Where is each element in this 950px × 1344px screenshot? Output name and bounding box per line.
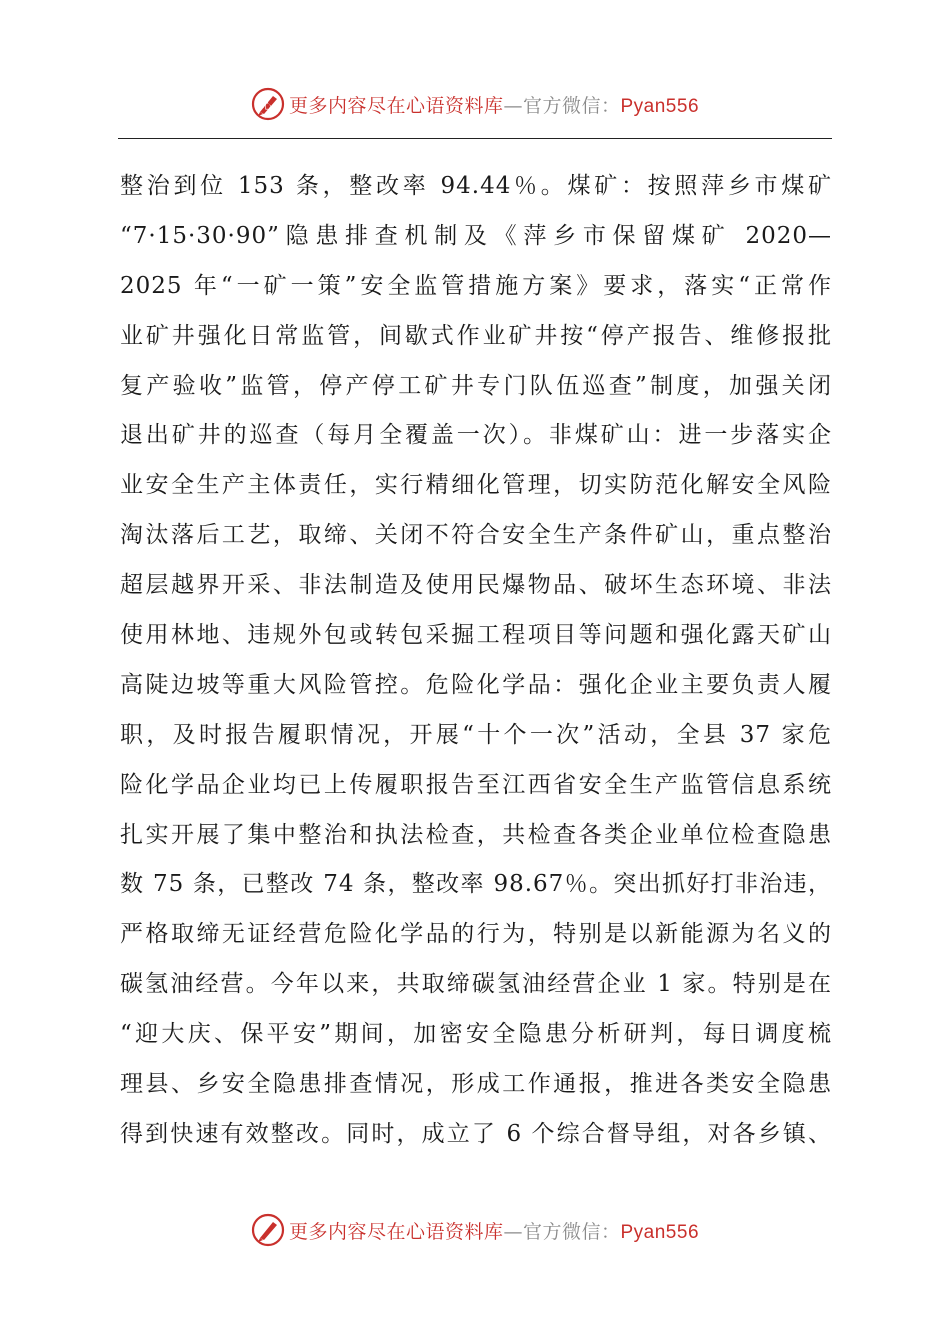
pen-logo-icon (251, 1213, 285, 1247)
header-divider (118, 138, 832, 139)
text-line: 碳氢油经营。今年以来，共取缔碳氢油经营企业 1 家。特别是在 (120, 971, 832, 998)
footer-watermark-text: 更多内容尽在心语资料库—官方微信：Pyan556 (288, 1220, 700, 1243)
text-line: 使用林地、违规外包或转包采掘工程项目等问题和强化露天矿山 (120, 622, 832, 649)
text-line: 数 75 条，已整改 74 条，整改率 98.67％。突出抓好打非治违， (120, 871, 832, 898)
footer-watermark (0, 1210, 950, 1250)
text-line: 退出矿井的巡查（每月全覆盖一次）。非煤矿山：进一步落实企 (120, 422, 832, 449)
text-line: 严格取缔无证经营危险化学品的行为，特别是以新能源为名义的 (120, 921, 832, 948)
document-body (120, 162, 832, 1160)
text-line: “迎大庆、保平安”期间，加密安全隐患分析研判，每日调度梳 (120, 1021, 832, 1048)
text-line: 业矿井强化日常监管，间歇式作业矿井按“停产报告、维修报批 (120, 322, 832, 349)
text-line: 复产验收”监管，停产停工矿井专门队伍巡查”制度，加强关闭 (120, 372, 832, 399)
text-line: 得到快速有效整改。同时，成立了 6 个综合督导组，对各乡镇、 (120, 1120, 832, 1147)
header-watermark (0, 84, 950, 124)
text-line: 理县、乡安全隐患排查情况，形成工作通报，推进各类安全隐患 (120, 1071, 832, 1098)
pen-logo-icon (251, 87, 285, 121)
text-line: 扎实开展了集中整治和执法检查，共检查各类企业单位检查隐患 (120, 821, 832, 848)
text-line: 超层越界开采、非法制造及使用民爆物品、破坏生态环境、非法 (120, 572, 832, 599)
text-line: 职，及时报告履职情况，开展“十个一次”活动，全县 37 家危 (120, 721, 832, 748)
text-line: 险化学品企业均已上传履职报告至江西省安全生产监管信息系统 (120, 771, 832, 798)
text-line: “7·15·30·90”隐患排查机制及《萍乡市保留煤矿 2020— (120, 222, 832, 249)
text-line: 业安全生产主体责任，实行精细化管理，切实防范化解安全风险 (120, 472, 832, 499)
header-watermark-text: 更多内容尽在心语资料库—官方微信：Pyan556 (288, 94, 700, 117)
text-line: 整治到位 153 条，整改率 94.44％。煤矿：按照萍乡市煤矿 (120, 173, 832, 199)
text-line: 淘汰落后工艺，取缔、关闭不符合安全生产条件矿山，重点整治 (120, 522, 832, 549)
text-line: 高陡边坡等重大风险管控。危险化学品：强化企业主要负责人履 (120, 671, 832, 698)
svg-text:心: 心 (262, 102, 272, 112)
text-line: 2025 年“一矿一策”安全监管措施方案》要求，落实“正常作 (120, 272, 832, 299)
